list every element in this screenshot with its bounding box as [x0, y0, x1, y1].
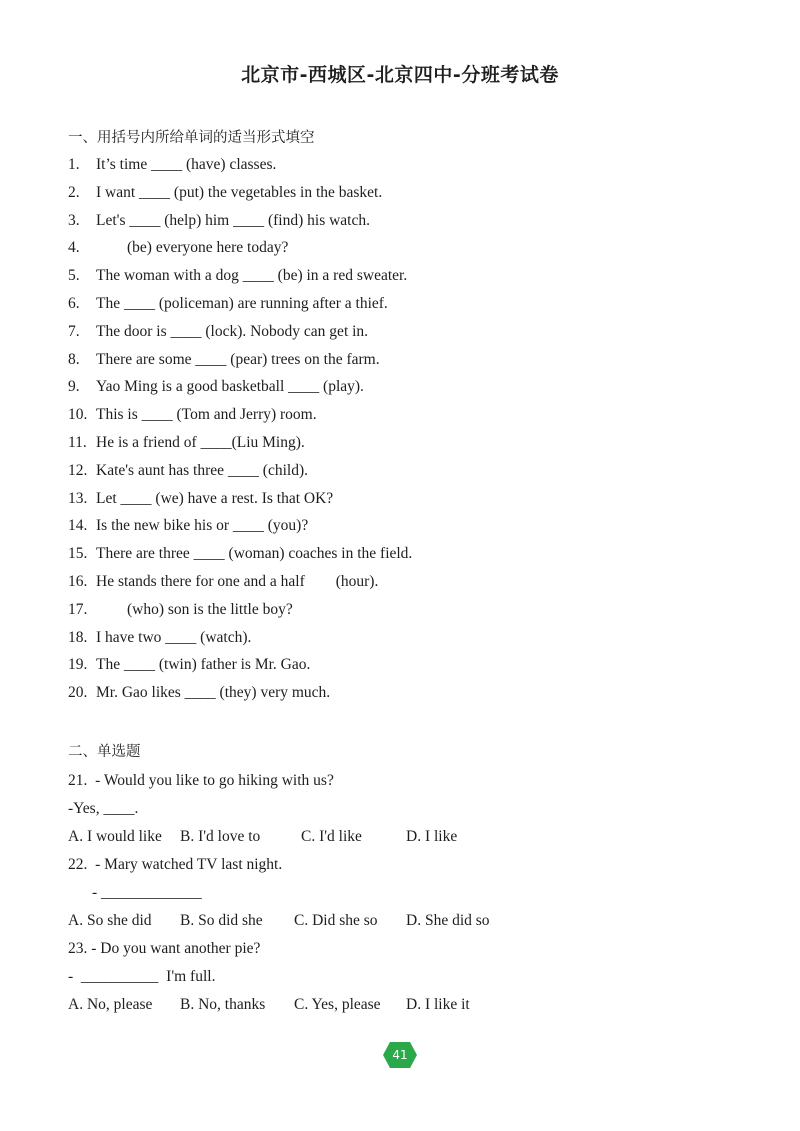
- fill-blank-item: [68, 378, 364, 396]
- item-number: 2.: [68, 183, 80, 201]
- item-number: 11.: [68, 434, 87, 451]
- option-a: A. So she did: [68, 912, 152, 929]
- item-number: 13.: [68, 489, 88, 507]
- item-text: Let ____ (we) have a rest. Is that OK?: [96, 489, 334, 507]
- fill-blank-item: [68, 212, 370, 230]
- item-text: (who) son is the little boy?: [96, 600, 293, 618]
- page-title: 北京市-西城区-北京四中-分班考试卷: [241, 64, 559, 86]
- question-22-stem: 22. - Mary watched TV last night.: [68, 856, 283, 873]
- item-number: 10.: [68, 406, 88, 424]
- option-c: C. Did she so: [294, 912, 378, 929]
- fill-blank-item: [68, 156, 276, 174]
- fill-blank-item: [68, 629, 251, 647]
- item-text: It’s time ____ (have) classes.: [96, 156, 277, 173]
- item-number: 17.: [68, 600, 88, 618]
- question-23-stem: 23. - Do you want another pie?: [68, 940, 261, 957]
- item-number: 9.: [68, 378, 80, 396]
- option-c: C. I'd like: [301, 828, 362, 845]
- item-text: Mr. Gao likes ____ (they) very much.: [96, 684, 331, 702]
- item-text: Kate's aunt has three ____ (child).: [96, 461, 308, 479]
- item-number: 6.: [68, 295, 80, 312]
- item-text: (be) everyone here today?: [96, 239, 289, 257]
- item-number: 5.: [68, 267, 80, 285]
- fill-blank-item: [68, 684, 330, 702]
- fill-blank-item: [68, 462, 308, 480]
- option-d: D. I like: [406, 828, 458, 845]
- page-number-badge: [383, 1042, 417, 1068]
- item-text: Yao Ming is a good basketball ____ (play).: [96, 378, 364, 396]
- fill-blank-item: [68, 351, 380, 369]
- question-23-reply: - __________ I'm full.: [68, 968, 216, 985]
- option-b: B. So did she: [180, 912, 263, 929]
- item-text: The ____ (policeman) are running after a thief.: [96, 295, 388, 312]
- item-text: He stands there for one and a half (hour).: [96, 573, 379, 590]
- item-text: This is ____ (Tom and Jerry) room.: [96, 406, 317, 424]
- fill-blank-item: [68, 406, 317, 424]
- item-number: 1.: [68, 156, 80, 173]
- option-d: D. She did so: [406, 912, 490, 929]
- item-text: Let's ____ (help) him ____ (find) his watch.: [96, 211, 370, 229]
- item-number: 4.: [68, 239, 80, 257]
- item-number: 20.: [68, 684, 88, 702]
- section1-heading: 一、用括号内所给单词的适当形式填空: [68, 130, 315, 146]
- option-d: D. I like it: [406, 996, 470, 1013]
- option-c: C. Yes, please: [294, 996, 381, 1013]
- item-number: 12.: [68, 461, 88, 479]
- fill-blank-item: [68, 239, 288, 257]
- item-number: 14.: [68, 517, 88, 535]
- fill-blank-item: [68, 656, 310, 674]
- item-number: 18.: [68, 628, 88, 646]
- item-number: 16.: [68, 573, 88, 590]
- item-number: 8.: [68, 350, 80, 368]
- fill-blank-item: [68, 323, 368, 341]
- item-text: The woman with a dog ____ (be) in a red sweater.: [96, 267, 408, 285]
- option-a: A. I would like: [68, 828, 162, 845]
- item-text: There are some ____ (pear) trees on the farm.: [96, 350, 380, 368]
- item-number: 15.: [68, 545, 88, 563]
- fill-blank-item: [68, 517, 308, 535]
- item-text: There are three ____ (woman) coaches in the field.: [96, 545, 413, 563]
- option-b: B. No, thanks: [180, 996, 266, 1013]
- item-text: I want ____ (put) the vegetables in the basket.: [96, 183, 383, 201]
- question-21-reply: -Yes, ____.: [68, 800, 139, 817]
- fill-blank-item: [68, 434, 305, 452]
- item-number: 19.: [68, 656, 88, 674]
- item-text: He is a friend of ____(Liu Ming).: [96, 434, 305, 451]
- section2-heading: 二、单选题: [68, 744, 141, 760]
- item-text: The ____ (twin) father is Mr. Gao.: [96, 656, 311, 674]
- question-21-stem: 21. - Would you like to go hiking with us?: [68, 772, 334, 789]
- item-text: Is the new bike his or ____ (you)?: [96, 517, 309, 535]
- option-a: A. No, please: [68, 996, 153, 1013]
- question-22-reply: - _____________: [92, 884, 202, 901]
- fill-blank-item: [68, 545, 412, 563]
- item-text: I have two ____ (watch).: [96, 628, 252, 646]
- fill-blank-item: [68, 573, 378, 591]
- fill-blank-item: [68, 601, 293, 619]
- option-b: B. I'd love to: [180, 828, 261, 845]
- item-number: 7.: [68, 322, 80, 340]
- fill-blank-item: [68, 267, 407, 285]
- fill-blank-item: [68, 490, 333, 508]
- page-number: 41: [392, 1048, 408, 1062]
- fill-blank-item: [68, 295, 388, 313]
- item-number: 3.: [68, 211, 80, 229]
- fill-blank-item: [68, 184, 382, 202]
- item-text: The door is ____ (lock). Nobody can get in.: [96, 322, 369, 340]
